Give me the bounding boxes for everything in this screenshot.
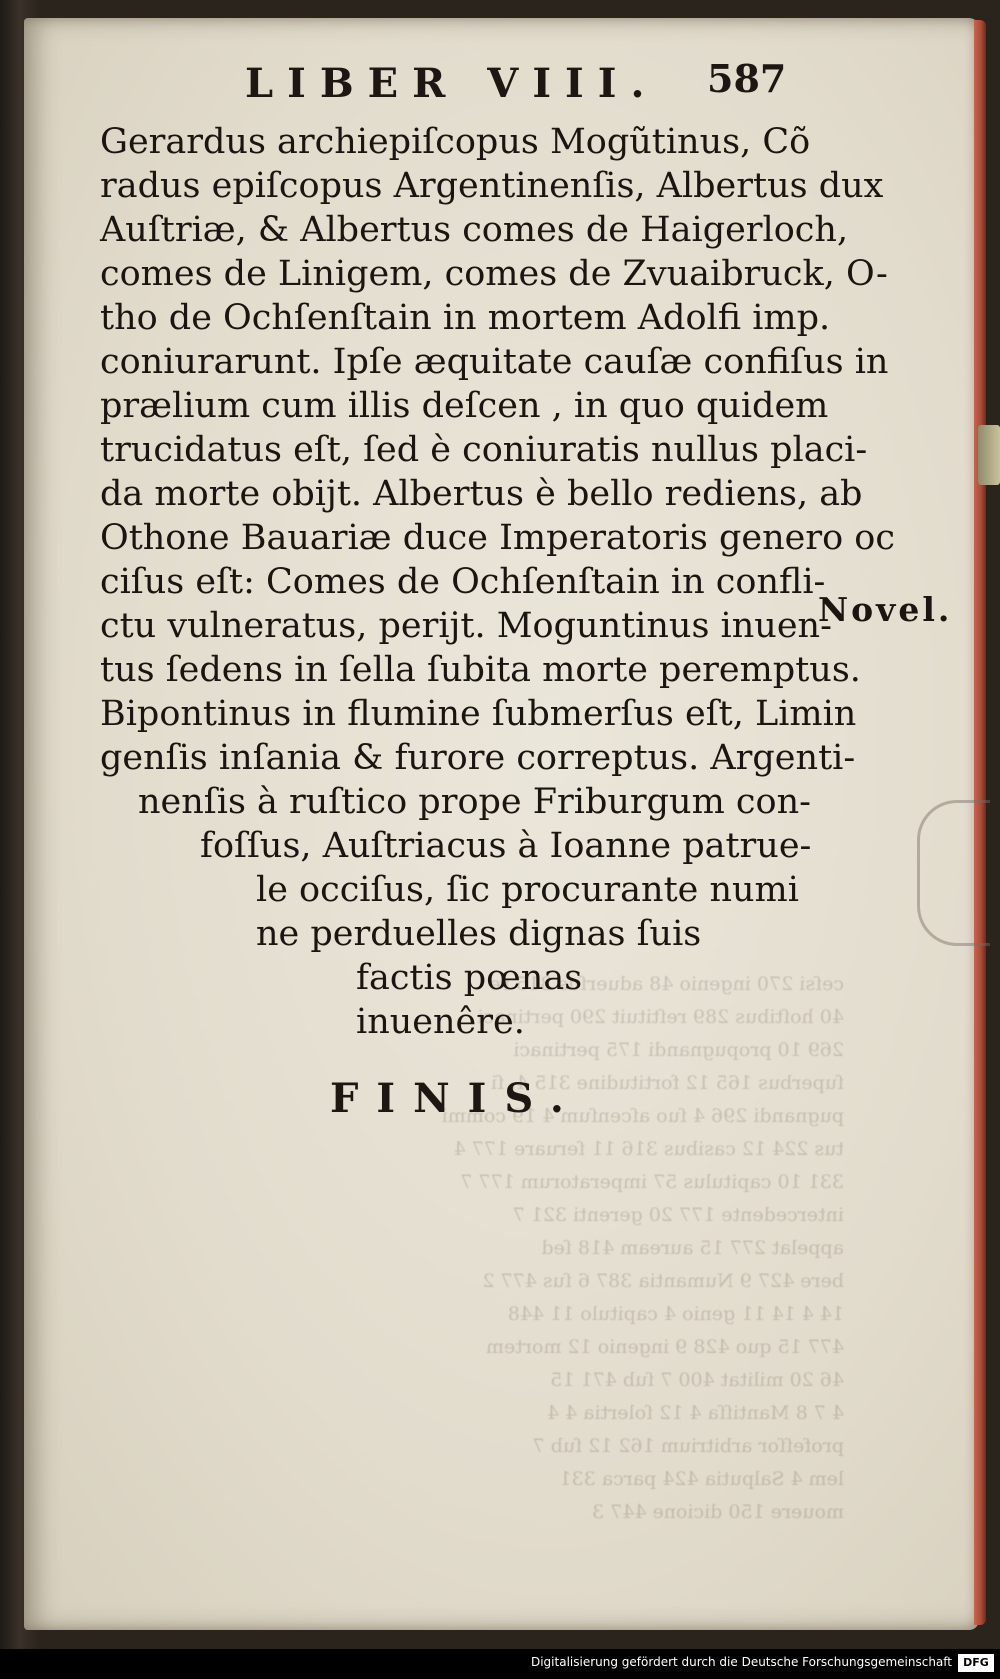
bleed-line: profeſſor arbitrium 162 12 ſub 7: [532, 1435, 844, 1457]
bleed-line: 477 15 quo 428 9 ingenio 12 mortem: [486, 1336, 844, 1358]
marginal-note: Novel.: [818, 590, 953, 629]
finis-heading: FINIS.: [330, 1075, 582, 1122]
text-line: radus epiſcopus Argentinenſis, Albertus dux: [100, 166, 884, 206]
text-line: le occiſus, ſic procurante numi: [256, 870, 799, 910]
text-line: ciſus eſt: Comes de Ochſenſtain in confli-: [100, 562, 826, 602]
dfg-logo: DFG: [958, 1654, 994, 1672]
bleed-line: 331 10 capitulus 57 imperatorum 177 7: [460, 1171, 844, 1193]
text-line: factis pœnas: [356, 958, 583, 998]
bleed-line: ſuperbus 165 12 fortitudine 315 4. ſi: [491, 1072, 844, 1094]
text-line: prælium cum illis deſcen , in quo quidem: [100, 386, 829, 426]
text-line: Othone Bauariæ duce Imperatoris genero oc: [100, 518, 895, 558]
bleed-line: ceſsi 270 ingenio 48 aduerſus 315 re: [489, 973, 844, 995]
text-line: tus ſedens in ſella ſubita morte peremptus.: [100, 650, 861, 690]
running-head: [100, 56, 800, 110]
bleed-line: 40 hoſtibus 289 reſtituit 290 pertinaci: [477, 1006, 844, 1028]
digitization-footer: [0, 1649, 1000, 1679]
text-line: Gerardus archiepiſcopus Mogũtinus, Cõ: [100, 122, 811, 162]
bleed-line: appelat 277 15 auream 418 ſed: [541, 1237, 844, 1259]
text-line: Auſtriæ, & Albertus comes de Haigerloch,: [100, 210, 849, 250]
bleed-line: pugnandi 296 4 ſuo aſcenſum 4 19 commi: [441, 1105, 844, 1127]
bleed-line: 269 10 propugnandi 175 pertinaci: [513, 1039, 844, 1061]
text-line: coniurarunt. Ipſe æquitate cauſæ confiſus in: [100, 342, 889, 382]
text-line: foſſus, Auſtriacus à Ioanne patrue-: [200, 826, 812, 866]
text-line: Bipontinus in flumine ſubmerſus eſt, Limin: [100, 694, 857, 734]
page-clip: [917, 800, 990, 946]
text-line: inuenêre.: [356, 1002, 525, 1042]
page-number: 587: [707, 56, 787, 101]
text-line: ne perduelles dignas ſuis: [256, 914, 702, 954]
text-line: tho de Ochſenſtain in mortem Adolfi imp.: [100, 298, 831, 338]
bleed-line: 46 20 militat 400 7 ſub 471 15: [550, 1369, 844, 1391]
bleed-line: bere 427 9 Numantia 387 6 ſus 477 2: [482, 1270, 844, 1292]
text-line: genſis inſania & furore correptus. Argenti-: [100, 738, 856, 778]
running-head-title: LIBER VIII.: [245, 60, 659, 107]
bleed-line: 14 4 14 11 genio 4 capitulo 11 448: [507, 1303, 844, 1325]
bleed-line: 4 7 8 Mantiſſa 4 12 ſolertia 4 4: [546, 1402, 844, 1424]
bleed-line: lem 4 Salputia 424 parca 331: [559, 1468, 844, 1490]
text-line: ctu vulneratus, perijt. Moguntinus inuen-: [100, 606, 832, 646]
text-line: trucidatus eſt, ſed è coniuratis nullus placi-: [100, 430, 868, 470]
text-line: comes de Linigem, comes de Zvuaibruck, O-: [100, 254, 888, 294]
bleed-line: intercedente 177 20 gerenti 321 7: [512, 1204, 844, 1226]
text-line: da morte obijt. Albertus è bello rediens, ab: [100, 474, 863, 514]
bookmark-tab: [978, 425, 1000, 485]
text-line: nenſis à ruſtico prope Friburgum con-: [138, 782, 811, 822]
footer-credit: Digitalisierung gefördert durch die Deutsche Forschungsgemeinschaft: [530, 1655, 952, 1669]
bleed-line: tus 224 12 casibus 316 11 ſeruare 177 4: [453, 1138, 844, 1160]
bleed-line: mouere 150 dicione 447 3: [592, 1501, 844, 1523]
